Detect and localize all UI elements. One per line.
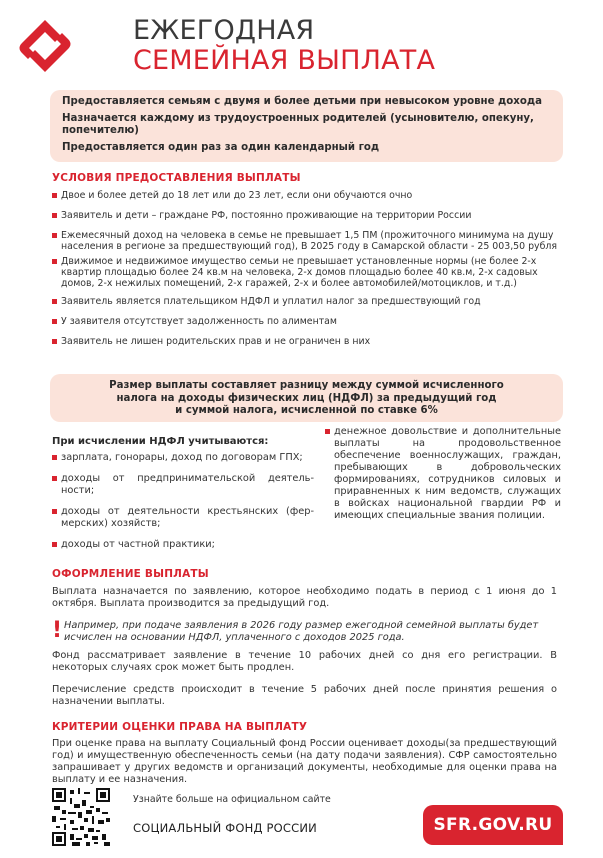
website-link-button[interactable]: SFR.GOV.RU: [423, 805, 563, 845]
list-item: У заявителя отсутствует задолженность по алиментам: [52, 316, 557, 327]
learn-more-text: Узнайте больше на официальном сайте: [133, 794, 331, 805]
processing-paragraph-2: Фонд рассматривает заявление в течение 10 рабочих дней со дня его регистрации. В некоторых случаях срок может быть продлен.: [52, 650, 557, 673]
list-item: Ежемесячный доход на человека в семье не превышает 1,5 ПМ (прожиточного минимума на душу населения в регионе за предшествующий год), В 2025 году в Самарской области - 25 003,50 рубля: [52, 230, 557, 252]
title-line-2: СЕМЕЙНАЯ ВЫПЛАТА: [133, 45, 436, 76]
list-item: доходы от предпринимательской деятельности;: [52, 473, 314, 497]
intro-line: Предоставляется один раз за один календарный год: [62, 142, 380, 153]
list-item: Заявитель является плательщиком НДФЛ и уплатил налог за предшествующий год: [52, 296, 557, 307]
list-item: доходы от частной практики;: [52, 539, 314, 551]
amount-line: Размер выплаты составляет разницу между суммой исчисленного: [109, 380, 504, 391]
note-text: Например, при подаче заявления в 2026 году размер ежегодной семейной выплаты будет исчислен на основании НДФЛ, уплаченного с доходов 2025 года.: [64, 620, 539, 643]
intro-box: [50, 90, 563, 162]
qr-code-icon[interactable]: [52, 788, 110, 846]
processing-paragraph-3: Перечисление средств происходит в течение 5 рабочих дней после принятия решения о назначении выплаты.: [52, 684, 557, 707]
conditions-heading: УСЛОВИЯ ПРЕДОСТАВЛЕНИЯ ВЫПЛАТЫ: [52, 172, 301, 184]
fund-name: СОЦИАЛЬНЫЙ ФОНД РОССИИ: [133, 821, 317, 835]
ndfl-heading: При исчислении НДФЛ учитываются:: [52, 436, 269, 447]
amount-line: налога на доходы физических лиц (НДФЛ) за предыдущий год: [116, 392, 497, 404]
intro-line: Назначается каждому из трудоустроенных родителей (усыновителю, опекуну, попечителю): [62, 113, 534, 136]
processing-heading: ОФОРМЛЕНИЕ ВЫПЛАТЫ: [52, 568, 209, 580]
list-item: зарплата, гонорары, доход по договорам ГПХ;: [52, 452, 314, 464]
list-item: Движимое и недвижимое имущество семьи не превышает установленные нормы (не более 2-х квартир площадью более 24 кв.м на человека, 2-х домов площадью более 40 кв.м, 2-х садовых домов, 2-х нежилых помещений, 2-х гаражей, 2-х и более автомобилей/мотоциклов, и т.д.): [52, 256, 557, 289]
intro-line: Предоставляется семьям с двумя и более детьми при невысоком уровне дохода: [62, 96, 542, 107]
amount-line: и суммой налога, исчисленной по ставке 6%: [175, 405, 438, 416]
ndfl-left-list: [52, 452, 314, 551]
list-item: денежное довольствие и дополнительные выплаты на продовольственное обеспечение военнослужащих, граждан, пребывающих в добровольческих формированиях, сотрудников силовых и приравненных к ним ведомств, служащих в войсках национальной гвардии РФ и имеющих специальные звания полиции.: [325, 426, 561, 522]
criteria-heading: КРИТЕРИИ ОЦЕНКИ ПРАВА НА ВЫПЛАТУ: [52, 721, 308, 733]
sfr-logo-icon: [14, 16, 76, 76]
page-title: [133, 16, 435, 76]
processing-paragraph-1: Выплата назначается по заявлению, которое необходимо подать в период с 1 июня до 1 октября. Выплата производится за предыдущий год.: [52, 586, 557, 609]
ndfl-right-list: [325, 426, 561, 522]
list-item: доходы от деятельности крестьянских (фермерских) хозяйств;: [52, 506, 314, 530]
exclamation-icon: !: [52, 618, 63, 643]
example-note: [52, 620, 557, 644]
criteria-paragraph: При оценке права на выплату Социальный фонд России оценивает доходы(за предшествующий год) и имущественную обеспеченность семьи (на дату подачи заявления). СФР самостоятельно запрашивает у других ведомств и организаций документы, необходимые для оценки права на выплату и ее назначения.: [52, 738, 557, 785]
amount-box: [50, 374, 563, 422]
conditions-list: [52, 190, 557, 347]
list-item: Заявитель и дети – граждане РФ, постоянно проживающие на территории России: [52, 210, 557, 221]
list-item: Заявитель не лишен родительских прав и не ограничен в них: [52, 336, 557, 347]
title-line-1: ЕЖЕГОДНАЯ: [133, 15, 315, 46]
list-item: Двое и более детей до 18 лет или до 23 лет, если они обучаются очно: [52, 190, 557, 201]
